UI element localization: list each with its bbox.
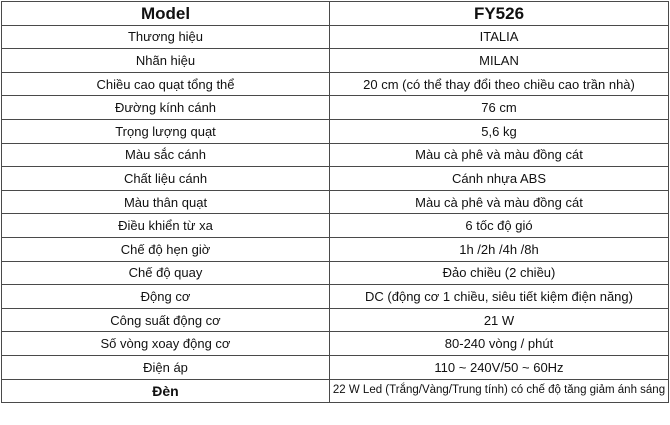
row-label: Màu thân quạt	[2, 190, 330, 214]
table-row	[2, 49, 669, 73]
row-value: MILAN	[330, 49, 669, 73]
row-value: Đảo chiều (2 chiều)	[330, 261, 669, 285]
row-value: 80-240 vòng / phút	[330, 332, 669, 356]
row-value: 76 cm	[330, 96, 669, 120]
table-row	[2, 143, 669, 167]
table-row	[2, 285, 669, 309]
table-row	[2, 308, 669, 332]
table-row	[2, 119, 669, 143]
table-row	[2, 379, 669, 403]
spec-table	[1, 1, 669, 403]
table-row	[2, 167, 669, 191]
row-value: 20 cm (có thể thay đổi theo chiều cao trần nhà)	[330, 72, 669, 96]
row-label: Chế độ quay	[2, 261, 330, 285]
table-row	[2, 355, 669, 379]
table-row	[2, 214, 669, 238]
row-value: 22 W Led (Trắng/Vàng/Trung tính) có chế độ tăng giảm ánh sáng	[330, 379, 669, 403]
table-row	[2, 237, 669, 261]
row-label: Đèn	[2, 379, 330, 403]
row-label: Điện áp	[2, 355, 330, 379]
row-value: 1h /2h /4h /8h	[330, 237, 669, 261]
row-label: Chiều cao quạt tổng thể	[2, 72, 330, 96]
row-label: Động cơ	[2, 285, 330, 309]
row-value: Màu cà phê và màu đồng cát	[330, 143, 669, 167]
table-row	[2, 332, 669, 356]
table-row	[2, 25, 669, 49]
row-value: 110 ~ 240V/50 ~ 60Hz	[330, 355, 669, 379]
row-label: Điều khiển từ xa	[2, 214, 330, 238]
table-row	[2, 190, 669, 214]
row-value: Cánh nhựa ABS	[330, 167, 669, 191]
header-model-value: FY526	[330, 2, 669, 26]
row-value: 6 tốc độ gió	[330, 214, 669, 238]
row-label: Nhãn hiệu	[2, 49, 330, 73]
row-label: Trọng lượng quạt	[2, 119, 330, 143]
row-label: Số vòng xoay động cơ	[2, 332, 330, 356]
header-label: Model	[2, 2, 330, 26]
row-value: 21 W	[330, 308, 669, 332]
row-value: 5,6 kg	[330, 119, 669, 143]
table-row	[2, 261, 669, 285]
row-label: Chế độ hẹn giờ	[2, 237, 330, 261]
row-value: ITALIA	[330, 25, 669, 49]
row-label: Màu sắc cánh	[2, 143, 330, 167]
row-value: Màu cà phê và màu đồng cát	[330, 190, 669, 214]
row-label: Công suất động cơ	[2, 308, 330, 332]
row-label: Đường kính cánh	[2, 96, 330, 120]
table-header-row	[2, 2, 669, 26]
row-label: Chất liệu cánh	[2, 167, 330, 191]
table-row	[2, 96, 669, 120]
table-row	[2, 72, 669, 96]
row-value: DC (động cơ 1 chiều, siêu tiết kiệm điện năng)	[330, 285, 669, 309]
row-label: Thương hiệu	[2, 25, 330, 49]
